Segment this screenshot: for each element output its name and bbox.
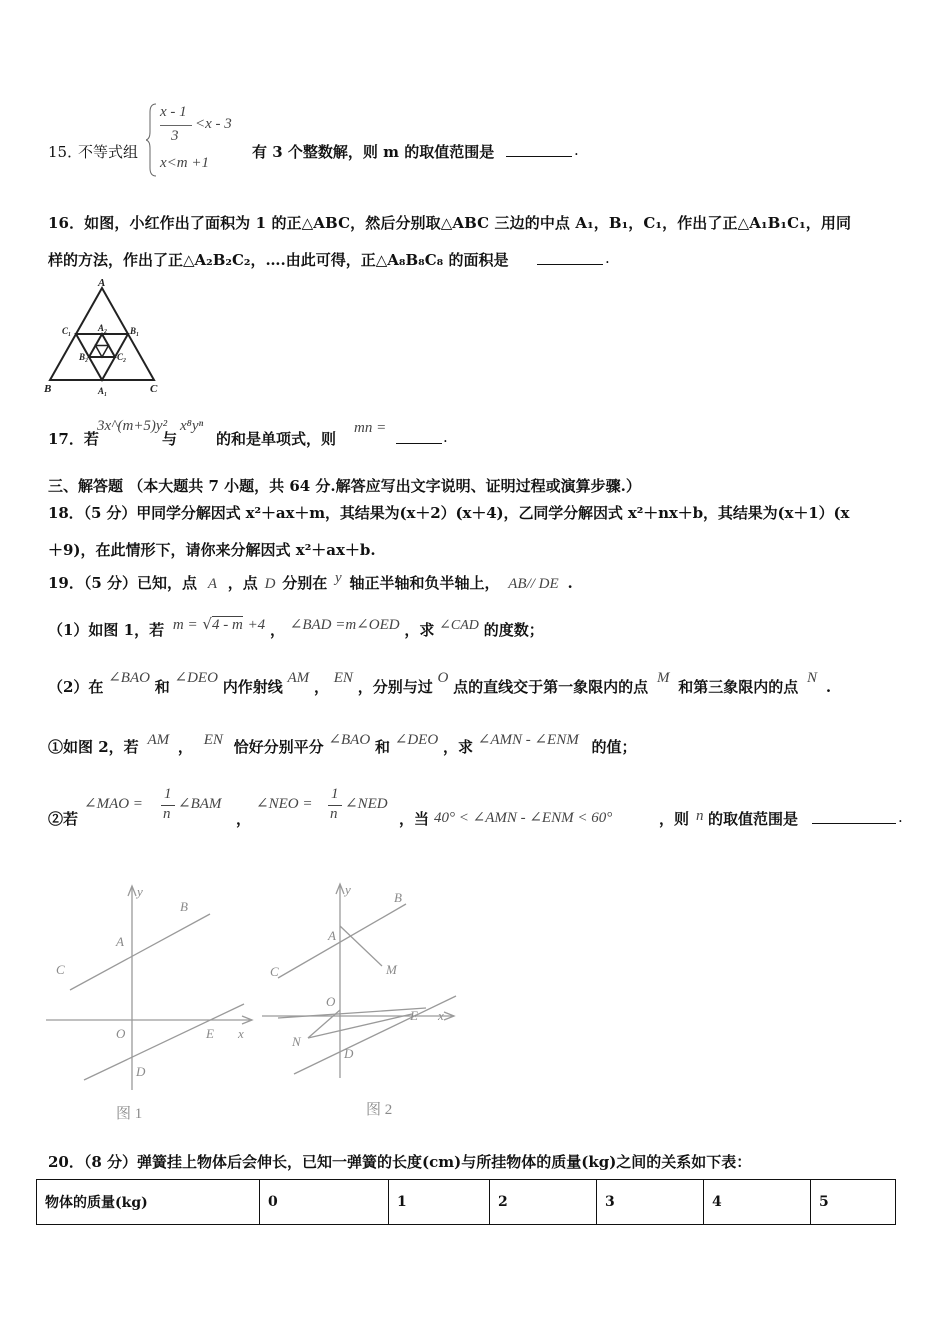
q19-part2 — [48, 670, 832, 697]
fig1-label-O: O — [116, 1026, 126, 1041]
q19-c1-c: ，求 — [442, 738, 473, 756]
q19-c1-d: 的值； — [591, 738, 637, 756]
q15-second-inequality: x<m +1 — [160, 155, 209, 171]
q19-c1-b: 恰好分别平分 — [233, 738, 324, 756]
q18-line1: 18．（5 分）甲同学分解因式 x²＋ax＋m，其结果为(x＋2）(x＋4)，乙同学分解因式 x²＋nx＋b，其结果为(x＋1）(x — [48, 504, 850, 522]
q17-expr1: 3x^(m+5)y² — [97, 418, 168, 434]
q17-lead: 17．若 — [48, 430, 99, 448]
label-B1: B₁ — [130, 326, 140, 336]
q19-head-b: ，点 — [227, 574, 258, 592]
q16-answer-blank[interactable] — [537, 249, 603, 265]
label-C2: C₂ — [117, 352, 127, 362]
q19-point-a: A — [207, 576, 217, 592]
q19-p1-eq-post: +4 — [247, 617, 266, 633]
q19-c2-answer-blank[interactable] — [812, 808, 896, 824]
q19-c1-and: 和 — [374, 738, 390, 756]
q19-y: y — [335, 570, 342, 586]
q19-p2-e: 和第三象限内的点 — [678, 678, 799, 696]
q17-answer-blank[interactable] — [396, 428, 442, 444]
table-cell: 4 — [704, 1180, 811, 1225]
q19-p2-b: 内作射线 — [222, 678, 283, 696]
q19-c2-mao: ∠MAO = — [84, 796, 143, 812]
q15-tail: 有 3 个整数解，则 m 的取值范围是 — [252, 143, 495, 161]
fig1-label-E: E — [206, 1026, 214, 1041]
label-A1: A₁ — [98, 386, 108, 396]
q15-number: 15． — [48, 143, 83, 161]
fig2-label-C: C — [270, 964, 279, 979]
fig1-label-D: D — [136, 1064, 146, 1079]
q15-end: . — [574, 141, 579, 159]
q19-c2-frac2-num: 1 — [331, 786, 339, 802]
q17-mid: 与 — [162, 430, 178, 448]
table-cell: 1 — [389, 1180, 490, 1225]
table-row — [37, 1180, 896, 1225]
q19-p2-and: 和 — [154, 678, 170, 696]
q19-head-a: 19．（5 分）已知，点 — [48, 574, 198, 592]
q19-c1-am: AM — [147, 732, 170, 748]
fig2-label-N: N — [292, 1034, 301, 1049]
q19-c1-en: EN — [203, 732, 223, 748]
table-cell: 3 — [597, 1180, 704, 1225]
q15-fraction-numerator: x - 1 — [160, 104, 187, 120]
fig1-label-A: A — [116, 934, 124, 949]
q19-c2-comma: ， — [236, 810, 252, 828]
q17-tail: 的和是单项式，则 — [216, 430, 337, 448]
table-header-cell: 物体的质量(kg) — [37, 1180, 260, 1225]
q19-c2-ned: ∠NED — [345, 796, 388, 812]
q19-p2-comma: ， — [313, 678, 329, 696]
q19-p2-c: ，分别与过 — [357, 678, 433, 696]
q19-p2-en: EN — [333, 670, 353, 686]
fig1-caption: 图 1 — [116, 1106, 143, 1122]
q19-c2-nvar: n — [696, 808, 704, 824]
q19-c1-a: ①如图 2，若 — [48, 738, 139, 756]
table-cell: 2 — [490, 1180, 597, 1225]
q19-c2-a: ②若 — [48, 810, 79, 828]
q19-parallel: AB// DE — [508, 576, 559, 592]
table-cell: 5 — [811, 1180, 896, 1225]
q15-answer-blank[interactable] — [506, 141, 572, 157]
q19-p2-m: M — [656, 670, 670, 686]
q15-brace — [146, 102, 158, 178]
q19-p1-eq-pre: m = — [172, 617, 198, 633]
q19-c2-c: ，则 — [659, 810, 690, 828]
q19-p2-n: N — [807, 670, 818, 686]
q19-c2-d: 的取值范围是 — [708, 810, 799, 828]
q19-head — [48, 572, 573, 593]
q19-p1-cad: ∠CAD — [439, 618, 479, 633]
q15-lead: 不等式组 — [78, 143, 139, 161]
fig2-label-y: y — [345, 882, 351, 897]
fig2-label-M: M — [386, 962, 397, 977]
q19-c2-end: . — [898, 808, 903, 826]
q19-c1-bao: ∠BAO — [328, 732, 371, 748]
q19-case1 — [48, 732, 637, 757]
q19-p1-sqrt-sign: √ — [202, 615, 212, 633]
q15-fraction-denominator: 3 — [171, 128, 179, 144]
q17-end: . — [443, 428, 448, 446]
q19-p1-b: ， — [269, 621, 285, 639]
fig2-label-D: D — [344, 1046, 354, 1061]
q16-triangle-figure — [42, 276, 167, 398]
q19-p2-bao: ∠BAO — [108, 670, 150, 686]
q16-line1: 16．如图，小红作出了面积为 1 的正△ABC，然后分别取△ABC 三边的中点 A₁，B₁，C₁，作出了正△A₁B₁C₁，用同 — [48, 214, 852, 232]
label-A2: A₂ — [98, 323, 108, 333]
label-B: B — [44, 383, 52, 395]
q19-p1-d: 的度数； — [483, 621, 544, 639]
q19-figure-1 — [40, 878, 262, 1126]
fig2-caption: 图 2 — [366, 1102, 393, 1118]
q19-head-e: . — [567, 574, 573, 592]
fig2-label-E: E — [410, 1008, 418, 1023]
q17-expr2: x⁸yⁿ — [180, 418, 204, 434]
q19-head-d: 轴正半轴和负半轴上， — [349, 574, 500, 592]
q19-c2-frac1-den: n — [163, 806, 171, 822]
q15-fraction-bar — [160, 125, 192, 126]
q19-p1-a: （1）如图 1，若 — [48, 621, 165, 639]
q19-p2-am: AM — [287, 670, 310, 686]
q19-c2-frac1-num: 1 — [164, 786, 172, 802]
q19-p2-o: O — [437, 670, 449, 686]
q19-c2-bam: ∠BAM — [178, 796, 222, 812]
q19-c2-b: ，当 — [399, 810, 430, 828]
q19-p1-angle: ∠BAD =m∠OED — [289, 617, 400, 633]
q19-head-c: 分别在 — [282, 574, 328, 592]
label-A: A — [98, 277, 106, 289]
q15-inequality-rhs: <x - 3 — [195, 116, 232, 132]
q19-c2-neo: ∠NEO = — [256, 796, 313, 812]
fig1-label-C: C — [56, 962, 65, 977]
q18-line2: ＋9)，在此情形下，请你来分解因式 x²＋ax＋b. — [48, 541, 376, 559]
label-B2: B₂ — [79, 352, 89, 362]
q19-c2-range: 40° < ∠AMN - ∠ENM < 60° — [434, 810, 613, 826]
q19-p2-deo: ∠DEO — [174, 670, 218, 686]
fig1-label-x: x — [238, 1026, 244, 1041]
q19-p1-radicand: 4 - m — [211, 617, 243, 633]
q19-p2-a: （2）在 — [48, 678, 104, 696]
q19-c2-frac2-den: n — [330, 806, 338, 822]
q19-p1-c: ，求 — [404, 621, 435, 639]
q20-text: 20．（8 分）弹簧挂上物体后会伸长，已知一弹簧的长度(cm)与所挂物体的质量(kg)之间的关系如下表： — [48, 1153, 752, 1171]
q16-line2: 样的方法，作出了正△A₂B₂C₂，….由此可得，正△A₈B₈C₈ 的面积是 — [48, 251, 509, 269]
fig2-label-A: A — [328, 928, 336, 943]
fig1-label-B: B — [180, 899, 188, 914]
q19-point-d: D — [264, 576, 276, 592]
table-cell: 0 — [260, 1180, 389, 1225]
label-C: C — [150, 383, 158, 395]
section3-title: 三、解答题 （本大题共 7 小题，共 64 分.解答应写出文字说明、证明过程或演算步骤.） — [48, 477, 641, 495]
fig2-label-B: B — [394, 890, 402, 905]
q19-part1 — [48, 615, 544, 640]
fig2-label-x: x — [438, 1008, 444, 1023]
fig2-label-O: O — [326, 994, 336, 1009]
q19-c1-comma: ， — [177, 738, 193, 756]
q19-p2-f: . — [825, 678, 832, 696]
q20-table — [36, 1179, 896, 1225]
q19-figure-2 — [258, 878, 470, 1126]
q19-p2-d: 点的直线交于第一象限内的点 — [453, 678, 649, 696]
q19-c1-deo: ∠DEO — [394, 732, 439, 748]
q19-c1-expr: ∠AMN - ∠ENM — [477, 732, 579, 748]
fig1-label-y: y — [137, 884, 143, 899]
q17-expr3: mn = — [354, 420, 387, 436]
q16-end: . — [605, 249, 610, 267]
label-C1: C₁ — [62, 326, 72, 336]
